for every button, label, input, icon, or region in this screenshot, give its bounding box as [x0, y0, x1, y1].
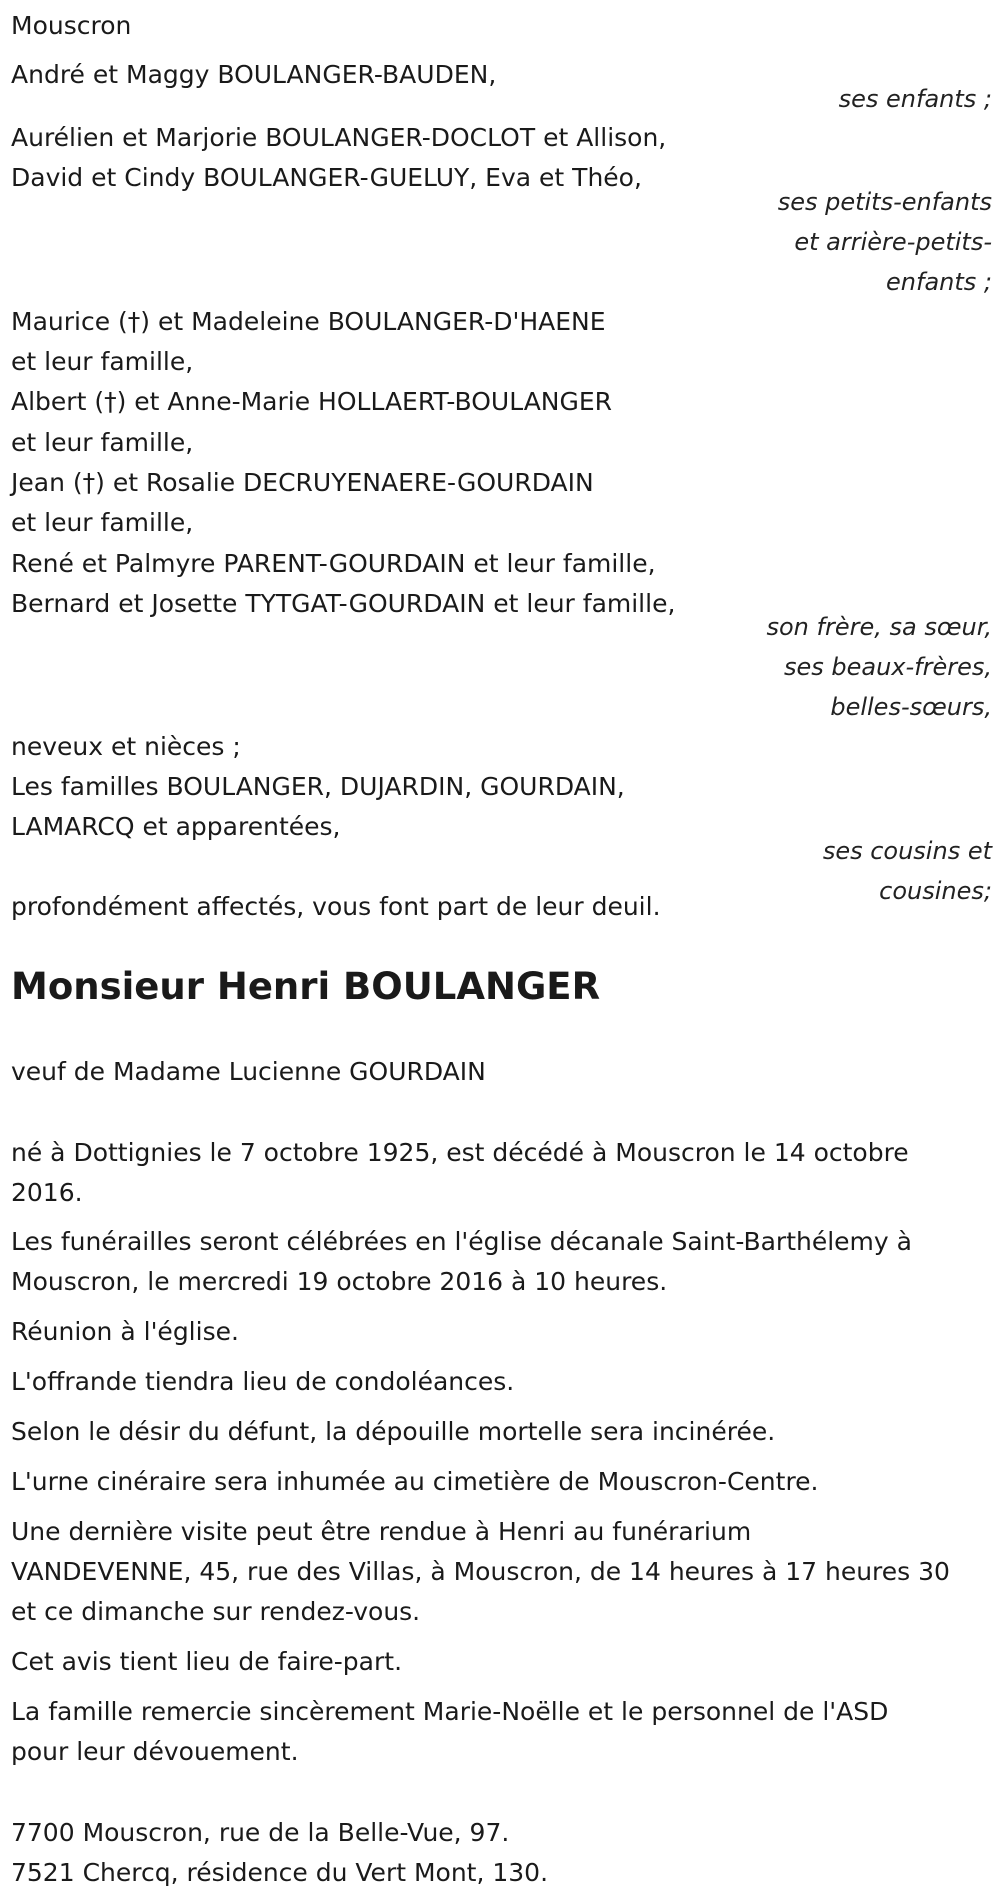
deceased-name: Monsieur Henri BOULANGER — [11, 965, 601, 1008]
grandchildren-role-1: ses petits-enfants — [777, 188, 992, 216]
birth-death-line-2: 2016. — [11, 1178, 83, 1207]
meeting-line: Réunion à l'église. — [11, 1317, 239, 1346]
grandchildren-line-1: Aurélien et Marjorie BOULANGER-DOCLOT et Allison, — [11, 123, 667, 152]
visit-line-2: VANDEVENNE, 45, rue des Villas, à Mouscron, de 14 heures à 17 heures 30 — [11, 1557, 950, 1586]
grandchildren-line-2: David et Cindy BOULANGER-GUELUY, Eva et Théo, — [11, 163, 642, 192]
visit-line-1: Une dernière visite peut être rendue à Henri au funérarium — [11, 1517, 752, 1546]
nephews-line: neveux et nièces ; — [11, 732, 241, 761]
address-line-2: 7521 Chercq, résidence du Vert Mont, 130. — [11, 1858, 549, 1887]
grandchildren-role-3: enfants ; — [886, 268, 992, 296]
siblings-line-1: Maurice (†) et Madeleine BOULANGER-D'HAENE — [11, 307, 606, 336]
grandchildren-role-2: et arrière-petits- — [794, 228, 992, 256]
funeral-line-1: Les funérailles seront célébrées en l'église décanale Saint-Barthélemy à — [11, 1227, 912, 1256]
closing-line: profondément affectés, vous font part de leur deuil. — [11, 892, 661, 921]
siblings-line-7: René et Palmyre PARENT-GOURDAIN et leur famille, — [11, 549, 656, 578]
children-role: ses enfants ; — [838, 85, 992, 113]
visit-line-3: et ce dimanche sur rendez-vous. — [11, 1597, 421, 1626]
notice-line: Cet avis tient lieu de faire-part. — [11, 1647, 403, 1676]
siblings-role-2: ses beaux-frères, — [783, 653, 992, 681]
cousins-role-2: cousines; — [879, 877, 992, 905]
cremation-line: Selon le désir du défunt, la dépouille mortelle sera incinérée. — [11, 1417, 776, 1446]
siblings-role-1: son frère, sa sœur, — [766, 613, 992, 641]
cousins-role-1: ses cousins et — [822, 837, 992, 865]
siblings-line-4: et leur famille, — [11, 428, 194, 457]
thanks-line-2: pour leur dévouement. — [11, 1737, 299, 1766]
funeral-line-2: Mouscron, le mercredi 19 octobre 2016 à 10 heures. — [11, 1267, 668, 1296]
siblings-line-8: Bernard et Josette TYTGAT-GOURDAIN et leur famille, — [11, 589, 676, 618]
widower-line: veuf de Madame Lucienne GOURDAIN — [11, 1057, 486, 1086]
families-line-2: LAMARCQ et apparentées, — [11, 812, 341, 841]
siblings-line-3: Albert (†) et Anne-Marie HOLLAERT-BOULANGER — [11, 387, 613, 416]
city-heading: Mouscron — [11, 11, 132, 40]
siblings-role-3: belles-sœurs, — [830, 693, 992, 721]
offering-line: L'offrande tiendra lieu de condoléances. — [11, 1367, 515, 1396]
children-names: André et Maggy BOULANGER-BAUDEN, — [11, 60, 497, 89]
address-line-1: 7700 Mouscron, rue de la Belle-Vue, 97. — [11, 1818, 510, 1847]
thanks-line-1: La famille remercie sincèrement Marie-Noëlle et le personnel de l'ASD — [11, 1697, 889, 1726]
siblings-line-2: et leur famille, — [11, 347, 194, 376]
urn-line: L'urne cinéraire sera inhumée au cimetière de Mouscron-Centre. — [11, 1467, 819, 1496]
birth-death-line-1: né à Dottignies le 7 octobre 1925, est décédé à Mouscron le 14 octobre — [11, 1138, 909, 1167]
siblings-line-6: et leur famille, — [11, 508, 194, 537]
siblings-line-5: Jean (†) et Rosalie DECRUYENAERE-GOURDAIN — [11, 468, 594, 497]
families-line-1: Les familles BOULANGER, DUJARDIN, GOURDAIN, — [11, 772, 625, 801]
